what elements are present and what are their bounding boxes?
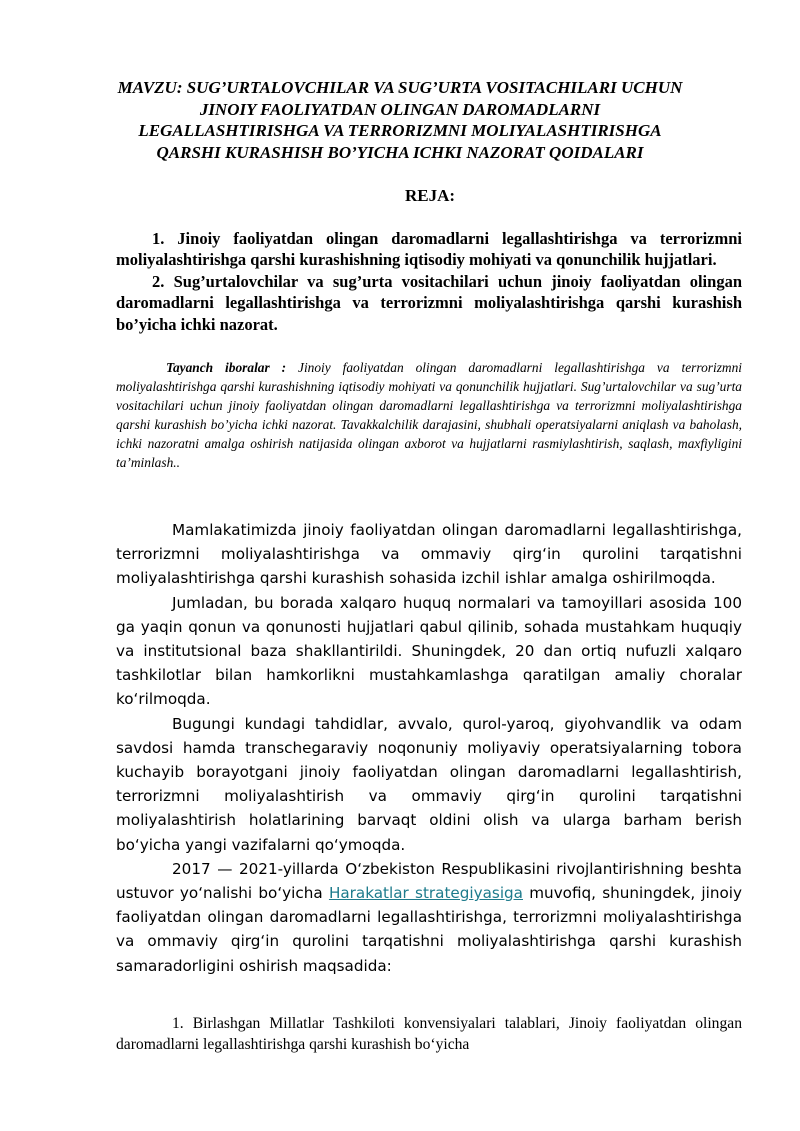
- strategy-text-before: 2017 — 2021-yillarda O‘zbekiston Respublikasini rivojlantirishning beshta ustuvor yo‘nalishi bo‘yicha: [116, 859, 742, 903]
- plan-item-1: 1. Jinoiy faoliyatdan olingan daromadlarni legallashtirishga va terrorizmni moliyalashtirishga qarshi kurashishning iqtisodiy mohiyati va qonunchilik hujjatlari.: [116, 229, 742, 270]
- plan-list: [116, 228, 742, 335]
- keywords-paragraph: [116, 358, 742, 472]
- strategy-text-after: muvofiq, shuningdek, jinoiy faoliyatdan olingan daromadlarni legallashtirishga, terrorizmni moliyalashtirishga va ommaviy qirg‘in qurolini tarqatishni moliyalashtirishga qarshi kurashish samaradorligini oshirish maqsadida:: [116, 884, 742, 975]
- paragraph-3: Bugungi kundagi tahdidlar, avvalo, qurol-yaroq, giyohvandlik va odam savdosi hamda transchegaraviy noqonuniy moliyaviy operatsiyalarning tobora kuchayib borayotgani jinoiy faoliyatdan olingan daromadlarni legallashtirish, terrorizmni moliyalashtirish va ommaviy qirg‘in qurolini tarqatishni moliyalashtirish holatlarining barvaqt oldini olish va ularga barham berish bo‘yicha yangi vazifalarni qo‘ymoqda.: [116, 714, 742, 854]
- paragraph-strategy: [116, 857, 742, 978]
- numbered-item-1: 1. Birlashgan Millatlar Tashkiloti konvensiyalari talablari, Jinoiy faoliyatdan olingan daromadlarni legallashtirishga qarshi kurashish bo‘yicha: [116, 1015, 742, 1054]
- strategy-link[interactable]: Harakatlar strategiyasiga: [328, 884, 523, 903]
- keywords-text: Jinoiy faoliyatdan olingan daromadlarni legallashtirishga va terrorizmni moliyalashtirishga qarshi kurashishning iqtisodiy mohiyati va qonunchilik hujjatlari. Sug’urtalovchilar va sug’urta vositachilari uchun jinoiy faoliyatdan olingan daromadlarni legallashtirishga va terrorizmni moliyalashtirishga qarshi kurashish bo’yicha ichki nazorat. Tavakkalchilik darajasini, shubhali operatsiyalarni aniqlash va baholash, ichki nazoratni amalga oshirish natijasida olingan axborot va hujjatlarni rasmiylashtirish, saqlash, maxfiyligini ta’minlash..: [116, 360, 742, 470]
- keywords-label: Tayanch iboralar :: [166, 360, 287, 375]
- body-text: [116, 518, 742, 978]
- document-title: MAVZU: SUG’URTALOVCHILAR VA SUG’URTA VOSITACHILARI UCHUN JINOIY FAOLIYATDAN OLINGAN DAROMADLARNI LEGALLASHTIRISHGA VA TERRORIZMNI MOLIYALASHTIRISHGA QARSHI KURASHISH BO’YICHA ICHKI NAZORAT QOIDALARI: [117, 78, 683, 162]
- plan-heading: REJA:: [404, 186, 456, 205]
- plan-item-2: 2. Sug’urtalovchilar va sug’urta vositachilari uchun jinoiy faoliyatdan olingan daromadlarni legallashtirishga va terrorizmni moliyalashtirishga qarshi kurashish bo’yicha ichki nazorat.: [116, 271, 742, 334]
- paragraph-1: Mamlakatimizda jinoiy faoliyatdan olingan daromadlarni legallashtirishga, terrorizmni moliyalashtirishga va ommaviy qirg‘in qurolini tarqatishni moliyalashtirishga qarshi kurashish sohasida izchil ishlar amalga oshirilmoqda.: [116, 521, 742, 588]
- paragraph-2: Jumladan, bu borada xalqaro huquq normalari va tamoyillari asosida 100 ga yaqin qonun va qonunosti hujjatlari qabul qilinib, sohada mustahkam huquqiy va institutsional baza shakllantirildi. Shuningdek, 20 dan ortiq nufuzli xalqaro tashkilotlar bilan hamkorlikni mustahkamlashga qaratilgan amaliy choralar ko‘rilmoqda.: [116, 593, 742, 709]
